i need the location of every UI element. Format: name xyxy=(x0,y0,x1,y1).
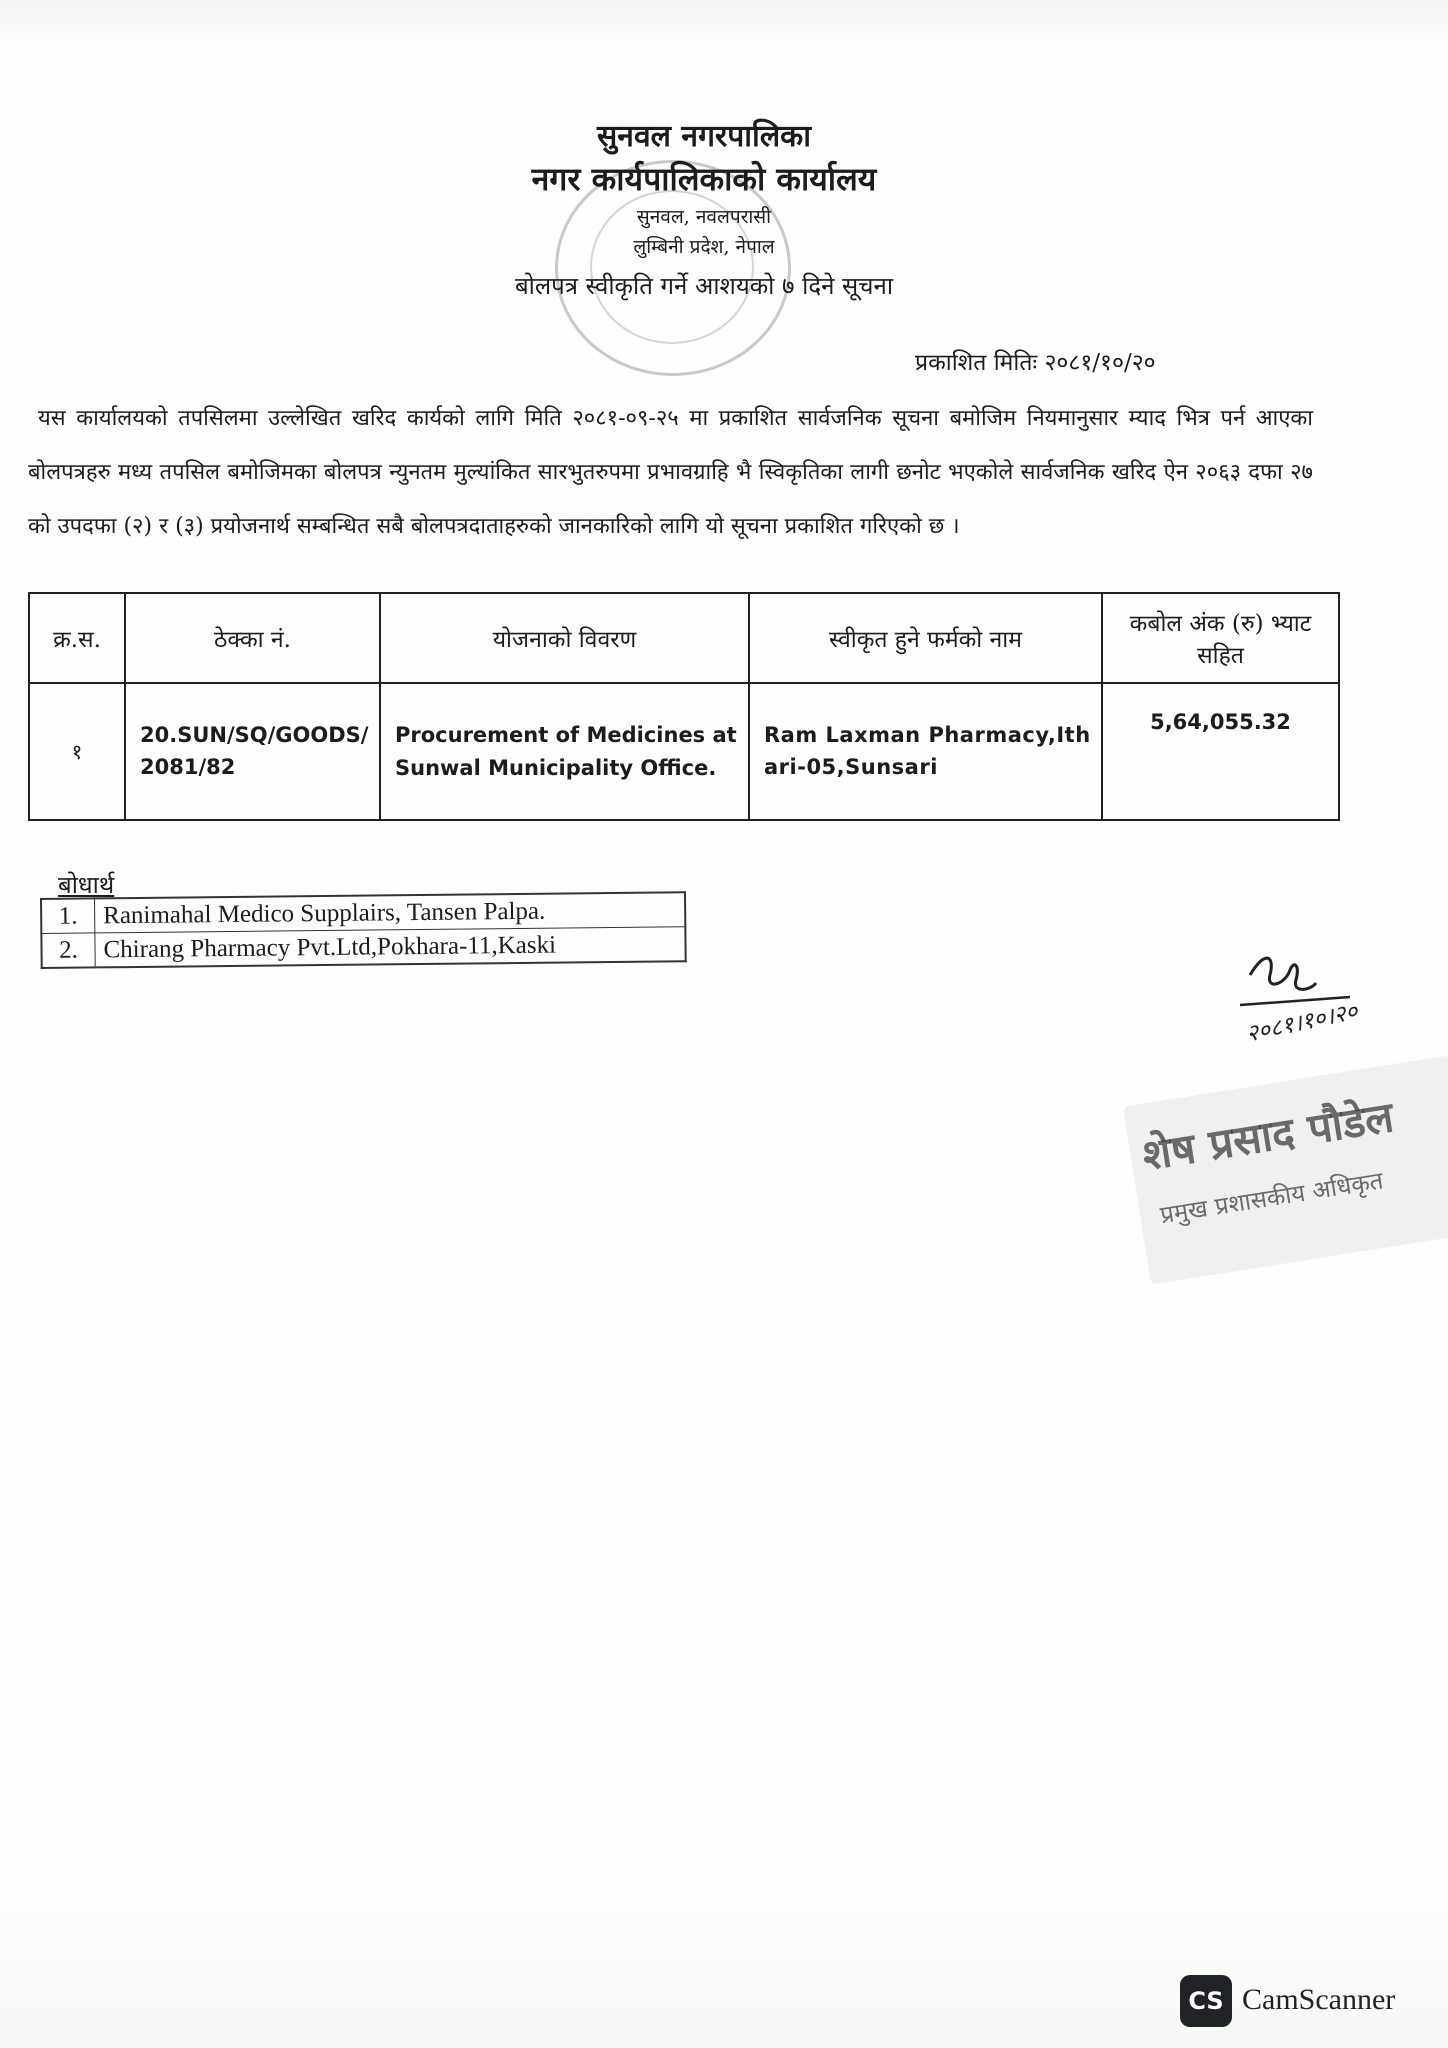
cell-amount: 5,64,055.32 xyxy=(1102,683,1339,820)
notice-title: बोलपत्र स्वीकृति गर्ने आशयको ७ दिने सूचना xyxy=(514,271,894,300)
stamp-title: प्रमुख प्रशासकीय अधिकृत xyxy=(1158,1166,1386,1230)
published-date: प्रकाशित मितिः २०८१/१०/२० xyxy=(915,350,1156,376)
award-table xyxy=(28,592,1340,821)
camscanner-watermark: CamScanner xyxy=(1242,1983,1396,2016)
cell-firm: Ram Laxman Pharmacy,Ithari-05,Sunsari xyxy=(749,683,1102,820)
header-firm: स्वीकृत हुने फर्मको नाम xyxy=(749,593,1102,683)
camscanner-logo-icon: CS xyxy=(1180,1975,1232,2027)
cc-item-text: Ranimahal Medico Supplairs, Tansen Palpa. xyxy=(95,892,686,933)
cell-serial: १ xyxy=(29,683,125,820)
table-row xyxy=(29,683,1339,820)
header-description: योजनाको विवरण xyxy=(380,593,749,683)
notice-body: यस कार्यालयको तपसिलमा उल्लेखित खरिद कार्यको लागि मिति २०८१-०९-२५ मा प्रकाशित सार्वजनिक सूचना बमोजिम नियमानुसार म्याद भित्र पर्न आएका बोलपत्रहरु मध्य तपसिल बमोजिमका बोलपत्र न्युनतम मुल्यांकित सारभुतरुपमा प्रभावग्राहि भै स्विकृतिका लागी छनोट भएकोले सार्वजनिक खरिद ऐन २०६३ दफा २७ को उपदफा (२) र (३) प्रयोजनार्थ सम्बन्धित सबै बोलपत्रदाताहरुको जानकारिको लागि यो सूचना प्रकाशित गरिएको छ । xyxy=(28,406,1313,539)
cell-description: Procurement of Medicines at Sunwal Municipality Office. xyxy=(380,683,749,820)
cc-title: बोधार्थ xyxy=(58,871,115,899)
header-amount: कबोल अंक (रु) भ्याट सहित xyxy=(1102,593,1339,683)
office-address: सुनवल, नवलपरासी xyxy=(636,206,772,229)
stamp-name: शेष प्रसाद पौडेल xyxy=(1139,1092,1397,1181)
cc-item-number: 2. xyxy=(41,933,95,968)
cc-item-number: 1. xyxy=(41,898,95,933)
cc-list xyxy=(40,891,687,969)
letterhead xyxy=(0,120,1448,301)
header-serial: क्र.स. xyxy=(29,593,125,683)
list-item xyxy=(41,927,685,968)
table-header-row xyxy=(29,593,1339,683)
office-province: लुम्बिनी प्रदेश, नेपाल xyxy=(633,236,775,259)
municipality-name: सुनवल नगरपालिका xyxy=(597,119,811,154)
header-contract-no: ठेक्का नं. xyxy=(125,593,380,683)
cc-item-text: Chirang Pharmacy Pvt.Ltd,Pokhara-11,Kaski xyxy=(95,927,686,968)
office-name: नगर कार्यपालिकाको कार्यालय xyxy=(531,159,877,198)
cell-contract-no: 20.SUN/SQ/GOODS/2081/82 xyxy=(125,683,380,820)
signature-date: २०८१।१०।२० xyxy=(1243,998,1361,1048)
